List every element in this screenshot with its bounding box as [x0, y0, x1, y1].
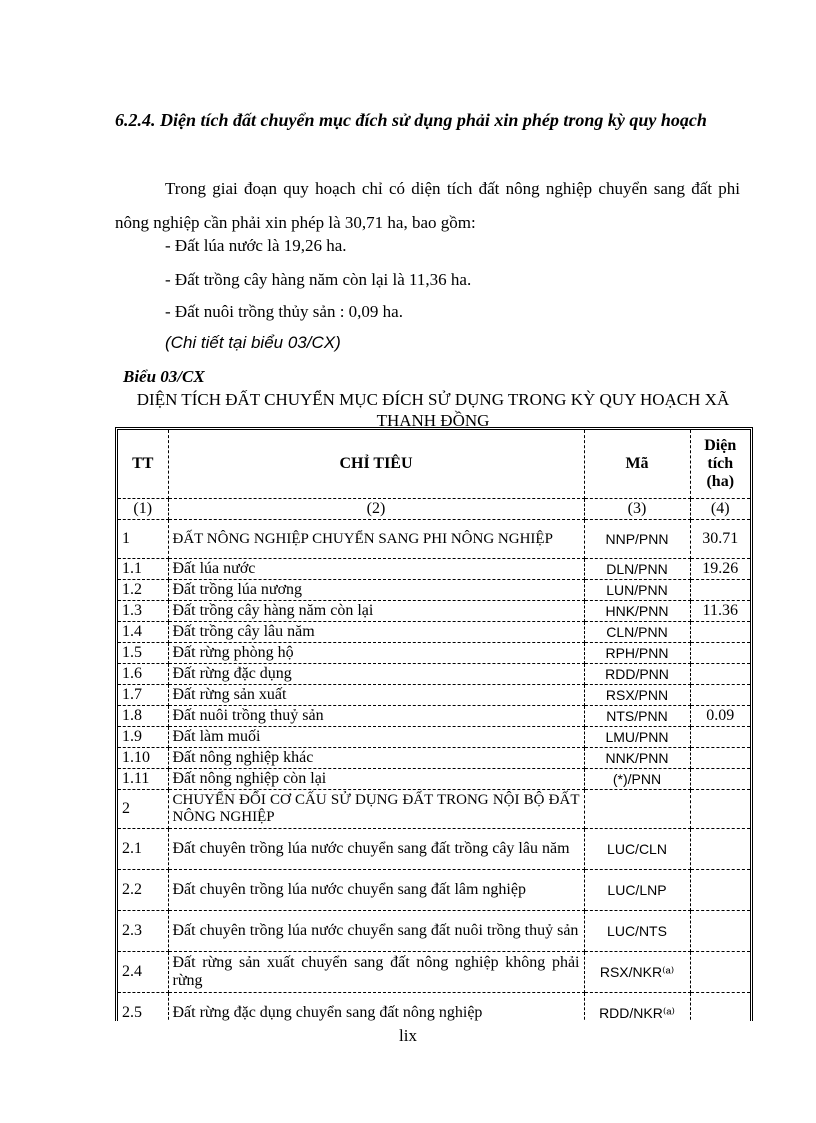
row-area [690, 952, 750, 993]
row-area [690, 790, 750, 829]
table-row [118, 870, 750, 911]
table-row [118, 769, 750, 790]
row-name: ĐẤT NÔNG NGHIỆP CHUYỂN SANG PHI NÔNG NGHIỆP [168, 520, 584, 559]
row-code: LMU/PNN [584, 727, 690, 748]
row-name: Đất rừng đặc dụng [168, 664, 584, 685]
row-name: Đất trồng cây lâu năm [168, 622, 584, 643]
table-row [118, 622, 750, 643]
bullet-rice-land: - Đất lúa nước là 19,26 ha. [165, 236, 347, 255]
table-row [118, 601, 750, 622]
row-area [690, 727, 750, 748]
column-number-row [118, 499, 750, 520]
row-area [690, 748, 750, 769]
row-code: LUC/LNP [584, 870, 690, 911]
table-row [118, 727, 750, 748]
page-number: lix [399, 1026, 417, 1045]
detail-note: (Chi tiết tại biểu 03/CX) [165, 333, 341, 352]
row-area: 19.26 [690, 559, 750, 580]
row-name: Đất lúa nước [168, 559, 584, 580]
row-code [584, 790, 690, 829]
row-name: Đất chuyên trồng lúa nước chuyển sang đất lâm nghiệp [168, 870, 584, 911]
row-area: 0.09 [690, 706, 750, 727]
row-code: NNP/PNN [584, 520, 690, 559]
row-area [690, 643, 750, 664]
row-tt: 1.11 [118, 769, 168, 790]
table-label: Biểu 03/CX [123, 367, 205, 386]
row-name: Đất nông nghiệp còn lại [168, 769, 584, 790]
row-name: Đất rừng phòng hộ [168, 643, 584, 664]
row-code: DLN/PNN [584, 559, 690, 580]
row-name: Đất rừng sản xuất chuyển sang đất nông nghiệp không phải rừng [168, 952, 584, 993]
intro-paragraph: Trong giai đoạn quy hoạch chỉ có diện tích đất nông nghiệp chuyển sang đất phi nông nghiệp cần phải xin phép là 30,71 ha, bao gồm: [115, 179, 740, 232]
row-tt: 2 [118, 790, 168, 829]
row-name: Đất làm muối [168, 727, 584, 748]
row-tt: 1.6 [118, 664, 168, 685]
header-tt: TT [118, 430, 168, 499]
row-name: Đất trồng lúa nương [168, 580, 584, 601]
table-row [118, 664, 750, 685]
bullet-aquaculture: - Đất nuôi trồng thủy sản : 0,09 ha. [165, 302, 403, 321]
row-tt: 1.3 [118, 601, 168, 622]
row-tt: 1.9 [118, 727, 168, 748]
section-heading: 6.2.4. Diện tích đất chuyển mục đích sử dụng phải xin phép trong kỳ quy hoạch [115, 110, 707, 130]
row-tt: 1.10 [118, 748, 168, 769]
table-row [118, 748, 750, 769]
row-code: RSX/PNN [584, 685, 690, 706]
table-row [118, 993, 750, 1022]
row-area [690, 911, 750, 952]
row-code: RPH/PNN [584, 643, 690, 664]
row-tt: 2.3 [118, 911, 168, 952]
row-area [690, 622, 750, 643]
table-row [118, 580, 750, 601]
row-code: HNK/PNN [584, 601, 690, 622]
row-name: Đất trồng cây hàng năm còn lại [168, 601, 584, 622]
row-code: LUN/PNN [584, 580, 690, 601]
row-code: LUC/NTS [584, 911, 690, 952]
row-name: Đất chuyên trồng lúa nước chuyển sang đất nuôi trồng thuỷ sản [168, 911, 584, 952]
row-tt: 1.1 [118, 559, 168, 580]
col-num-2: (2) [168, 499, 584, 520]
row-tt: 2.2 [118, 870, 168, 911]
row-tt: 1.7 [118, 685, 168, 706]
row-name: Đất nuôi trồng thuỷ sản [168, 706, 584, 727]
row-tt: 1.2 [118, 580, 168, 601]
row-tt: 1 [118, 520, 168, 559]
table-row [118, 559, 750, 580]
col-num-4: (4) [690, 499, 750, 520]
row-area [690, 769, 750, 790]
row-tt: 1.4 [118, 622, 168, 643]
row-name: Đất rừng đặc dụng chuyển sang đất nông nghiệp [168, 993, 584, 1022]
row-name: CHUYỂN ĐỔI CƠ CẤU SỬ DỤNG ĐẤT TRONG NỘI BỘ ĐẤT NÔNG NGHIỆP [168, 790, 584, 829]
row-code: CLN/PNN [584, 622, 690, 643]
row-code: RDD/NKR⁽ᵃ⁾ [584, 993, 690, 1022]
row-tt: 2.1 [118, 829, 168, 870]
table-row [118, 790, 750, 829]
bullet-annual-crops: - Đất trồng cây hàng năm còn lại là 11,36 ha. [165, 270, 472, 289]
row-tt: 2.4 [118, 952, 168, 993]
row-tt: 2.5 [118, 993, 168, 1022]
row-code: (*)/PNN [584, 769, 690, 790]
row-area [690, 580, 750, 601]
row-code: NNK/PNN [584, 748, 690, 769]
table-row [118, 706, 750, 727]
table-row [118, 829, 750, 870]
table-title: DIỆN TÍCH ĐẤT CHUYỂN MỤC ĐÍCH SỬ DỤNG TRONG KỲ QUY HOẠCH XÃ THANH ĐỒNG [136, 390, 730, 430]
header-area: Diện tích (ha) [690, 430, 750, 499]
row-name: Đất rừng sản xuất [168, 685, 584, 706]
row-tt: 1.8 [118, 706, 168, 727]
row-tt: 1.5 [118, 643, 168, 664]
row-area [690, 870, 750, 911]
row-code: RSX/NKR⁽ᵃ⁾ [584, 952, 690, 993]
header-indicator: CHỈ TIÊU [168, 430, 584, 499]
row-code: LUC/CLN [584, 829, 690, 870]
land-conversion-table [115, 427, 753, 1021]
row-area [690, 685, 750, 706]
row-area [690, 664, 750, 685]
row-code: RDD/PNN [584, 664, 690, 685]
row-area [690, 829, 750, 870]
row-area: 11.36 [690, 601, 750, 622]
row-name: Đất nông nghiệp khác [168, 748, 584, 769]
row-area [690, 993, 750, 1022]
row-code: NTS/PNN [584, 706, 690, 727]
table-row [118, 520, 750, 559]
table-row [118, 685, 750, 706]
table-header-row [118, 430, 750, 499]
table-row [118, 952, 750, 993]
col-num-1: (1) [118, 499, 168, 520]
row-area: 30.71 [690, 520, 750, 559]
col-num-3: (3) [584, 499, 690, 520]
row-name: Đất chuyên trồng lúa nước chuyển sang đất trồng cây lâu năm [168, 829, 584, 870]
table-row [118, 643, 750, 664]
header-code: Mã [584, 430, 690, 499]
table-row [118, 911, 750, 952]
